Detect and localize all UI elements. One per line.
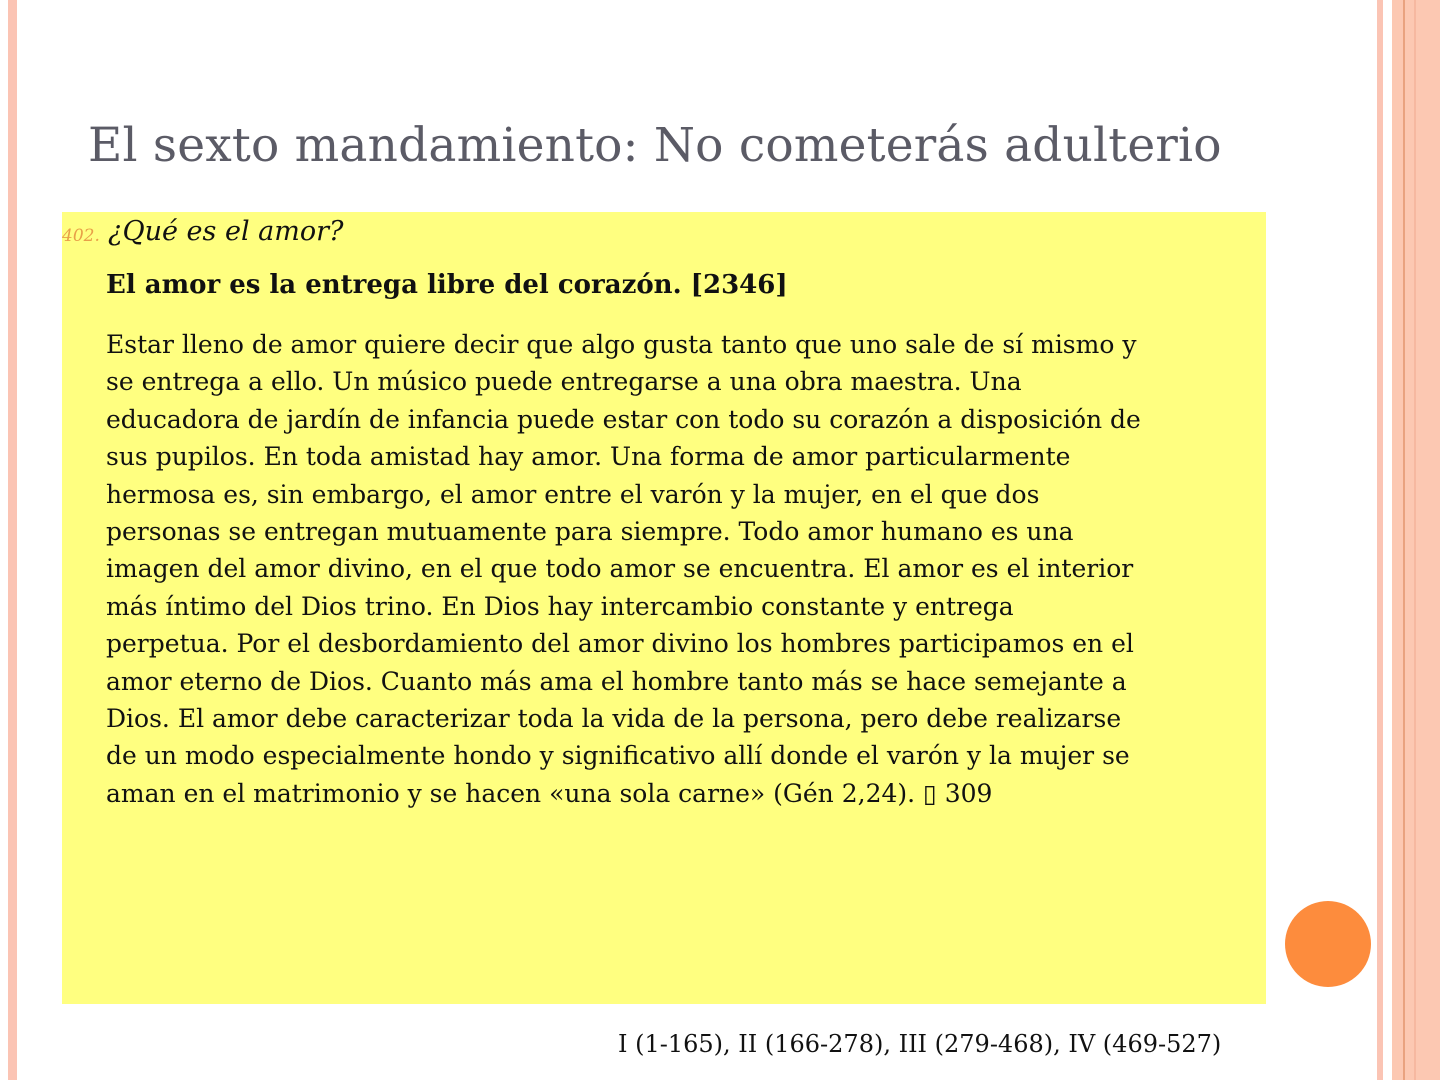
body-line: Estar lleno de amor quiere decir que algo gusta tanto que uno sale de sí mismo y [106,330,1137,359]
body-line: más íntimo del Dios trino. En Dios hay intercambio constante y entrega [106,591,1014,621]
right-border-band [1392,0,1440,1080]
body-line: personas se entregan mutuamente para siempre. Todo amor humano es una [106,517,1074,547]
body-line: de un modo especialmente hondo y significativo allí donde el varón y la mujer se [106,741,1130,771]
body-line: imagen del amor divino, en el que todo amor se encuentra. El amor es el interior [106,554,1134,584]
decorative-circle [1285,901,1371,987]
left-border-stripe [8,0,17,1080]
body-line: hermosa es, sin embargo, el amor entre el varón y la mujer, en el que dos [106,479,1040,509]
body-line: aman en el matrimonio y se hacen «una sola carne» (Gén 2,24). ▯ 309 [106,778,993,808]
question: ¿Qué es el amor? [108,216,344,247]
right-border-line [1403,0,1405,1080]
right-border-line [1414,0,1416,1080]
slide-title: El sexto mandamiento: No cometerás adulterio [88,118,1222,173]
body-line: Dios. El amor debe caracterizar toda la vida de la persona, pero debe realizarse [106,704,1122,734]
body-line: amor eterno de Dios. Cuanto más ama el hombre tanto más se hace semejante a [106,666,1127,696]
body-text [106,326,1141,812]
body-line: se entrega a ello. Un músico puede entregarse a una obra maestra. Una [106,367,1022,397]
body-line: educadora de jardín de infancia puede estar con todo su corazón a disposición de [106,404,1141,434]
answer: El amor es la entrega libre del corazón. [2346] [106,270,788,300]
right-border-stripe [1377,0,1383,1080]
body-line: perpetua. Por el desbordamiento del amor divino los hombres participamos en el [106,629,1134,659]
question-number: 402. [62,226,100,246]
footer-index: I (1-165), II (166-278), III (279-468), IV (469-527) [618,1030,1222,1058]
body-line: sus pupilos. En toda amistad hay amor. Una forma de amor particularmente [106,442,1071,472]
